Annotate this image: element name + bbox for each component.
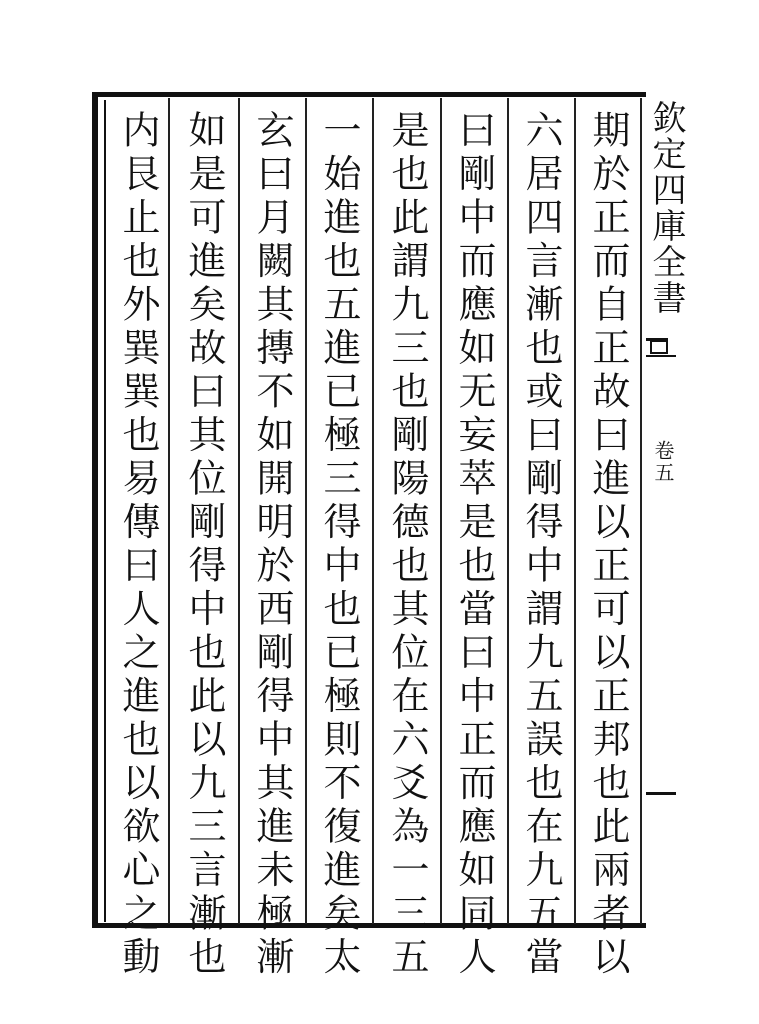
column-rule [168, 98, 170, 924]
margin-mark [650, 340, 668, 354]
text-column-3: 曰剛中而應如无妄萃是也當曰中正而應如同人 [452, 110, 496, 980]
text-column-6: 玄曰月闕其摶不如開明於西剛得中其進未極漸 [250, 110, 294, 980]
text-column-7: 如是可進矣故曰其位剛得中也此以九三言漸也 [182, 110, 226, 980]
column-rule [305, 98, 307, 924]
text-column-8: 内艮止也外巽巽也易傳曰人之進也以欲心之動 [116, 110, 160, 980]
text-column-2: 六居四言漸也或曰剛得中謂九五誤也在九五當 [519, 110, 563, 980]
column-rule [640, 98, 642, 924]
margin-mid-rule [646, 355, 676, 357]
text-column-5: 一始進也五進已極三得中也已極則不復進矣太 [317, 110, 361, 980]
column-rule [238, 98, 240, 924]
text-column-1: 期於正而自正故曰進以正可以正邦也此兩者以 [586, 110, 630, 980]
margin-juan: 卷五 [651, 440, 675, 484]
column-rule [440, 98, 442, 924]
margin-title: 欽定四庫全書 [646, 100, 686, 316]
column-rule [372, 98, 374, 924]
inner-left-rule [104, 100, 106, 922]
margin-low-rule [646, 792, 676, 795]
column-rule [574, 98, 576, 924]
text-column-4: 是也此謂九三也剛陽德也其位在六爻為一三五 [385, 110, 429, 980]
column-rule [507, 98, 509, 924]
